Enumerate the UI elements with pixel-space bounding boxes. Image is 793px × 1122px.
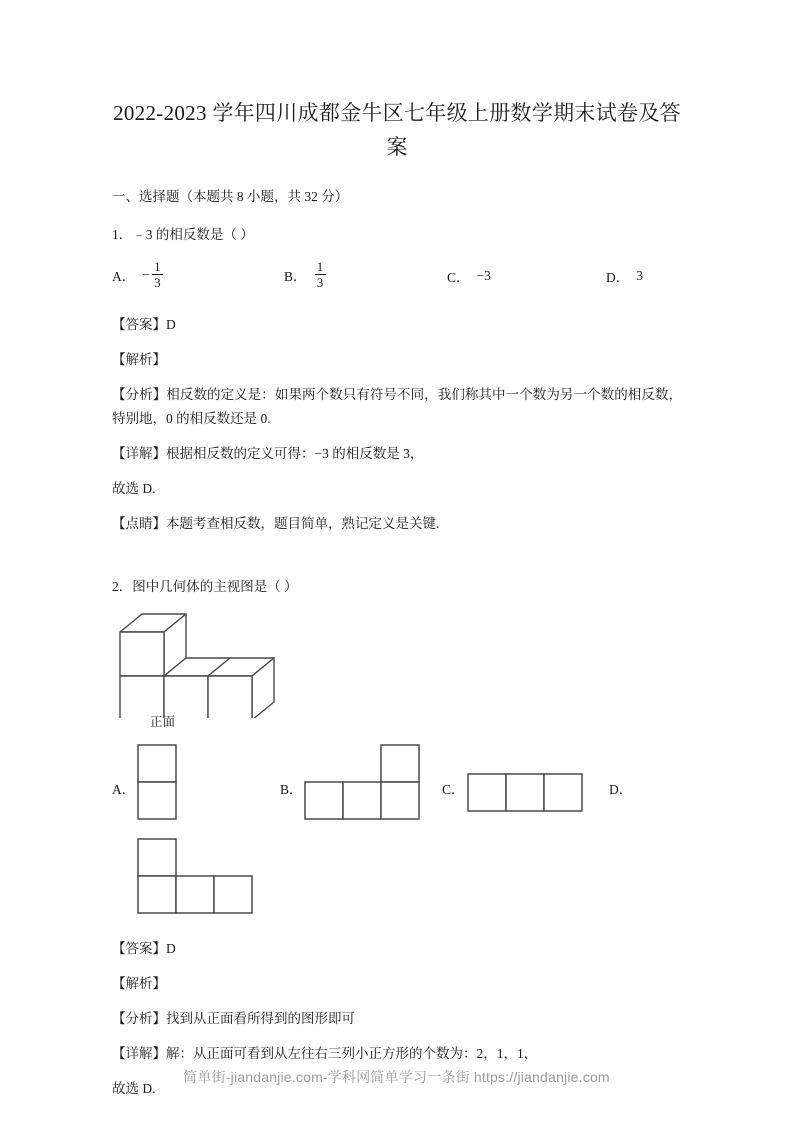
option-2-D-label: D．: [609, 782, 633, 797]
question-2-solid-figure: [112, 608, 682, 736]
option-1-A-sign: −: [142, 266, 150, 282]
option-1-B[interactable]: [284, 260, 327, 289]
question-1-detail: 【详解】根据相反数的定义可得：−3 的相反数是 3，: [112, 446, 424, 461]
question-1-answer: 【答案】D: [112, 317, 176, 332]
question-2-options-row-2: [112, 838, 682, 926]
option-1-C-value: −3: [476, 268, 491, 283]
option-1-C-label: C．: [447, 270, 470, 285]
footer-watermark: 简单街-jiandanjie.com-学科网简单学习一条街 https://jiandanjie.com: [183, 1069, 610, 1085]
section-heading: 一、选择题（本题共 8 小题，共 32 分）: [112, 189, 349, 204]
option-2-A-label: A．: [112, 782, 136, 797]
front-view-label: 正面: [150, 715, 176, 729]
option-1-D[interactable]: [606, 266, 643, 286]
page-content: [112, 0, 682, 1101]
question-2-answer: 【答案】D: [112, 941, 176, 956]
option-2-D-figure[interactable]: [137, 838, 257, 918]
option-1-A-numerator: 1: [154, 259, 161, 274]
question-2-stem: 2．图中几何体的主视图是（ ）: [112, 579, 298, 594]
question-2-detail: 【详解】解：从正面可看到从左往右三列小正方形的个数为：2，1，1，: [112, 1046, 538, 1061]
question-1-conclusion: 故选 D.: [112, 481, 156, 496]
question-1-analysis-header: 【解析】: [112, 352, 166, 367]
option-1-A-fraction: [152, 260, 163, 289]
option-1-B-fraction: [315, 260, 326, 289]
isometric-cubes-icon: [112, 608, 352, 718]
question-2-options-row-1: [112, 740, 682, 836]
question-1-options: [112, 256, 682, 302]
option-1-C[interactable]: [447, 266, 491, 286]
question-1-analysis: 【分析】相反数的定义是：如果两个数只有符号不同，我们称其中一个数为另一个数的相反数，特别地，0 的相反数还是 0.: [112, 387, 682, 426]
option-1-D-value: 3: [636, 268, 643, 283]
option-2-B-label: B．: [280, 782, 303, 797]
option-1-A-label: A．: [112, 268, 136, 284]
question-2-conclusion: 故选 D.: [112, 1081, 156, 1096]
question-1-stem: 1．﹣3 的相反数是（ ）: [112, 227, 254, 242]
option-2-C-figure[interactable]: [467, 773, 587, 817]
option-2-C-label: C．: [442, 782, 465, 797]
option-1-B-denominator: 3: [316, 275, 324, 290]
option-2-A-figure[interactable]: [137, 744, 181, 824]
option-1-D-label: D．: [606, 270, 630, 285]
option-1-A-denominator: 3: [154, 275, 161, 290]
option-1-B-numerator: 1: [316, 259, 324, 274]
option-1-B-label: B．: [284, 268, 307, 284]
option-2-B-figure[interactable]: [304, 744, 424, 824]
option-1-A[interactable]: [112, 260, 164, 289]
question-1-highlight: 【点睛】本题考查相反数，题目简单，熟记定义是关键.: [112, 516, 440, 531]
question-2-analysis-header: 【解析】: [112, 976, 166, 991]
page-title: 2022-2023 学年四川成都金牛区七年级上册数学期末试卷及答案: [113, 101, 681, 159]
question-2-analysis: 【分析】找到从正面看所得到的图形即可: [112, 1011, 355, 1026]
